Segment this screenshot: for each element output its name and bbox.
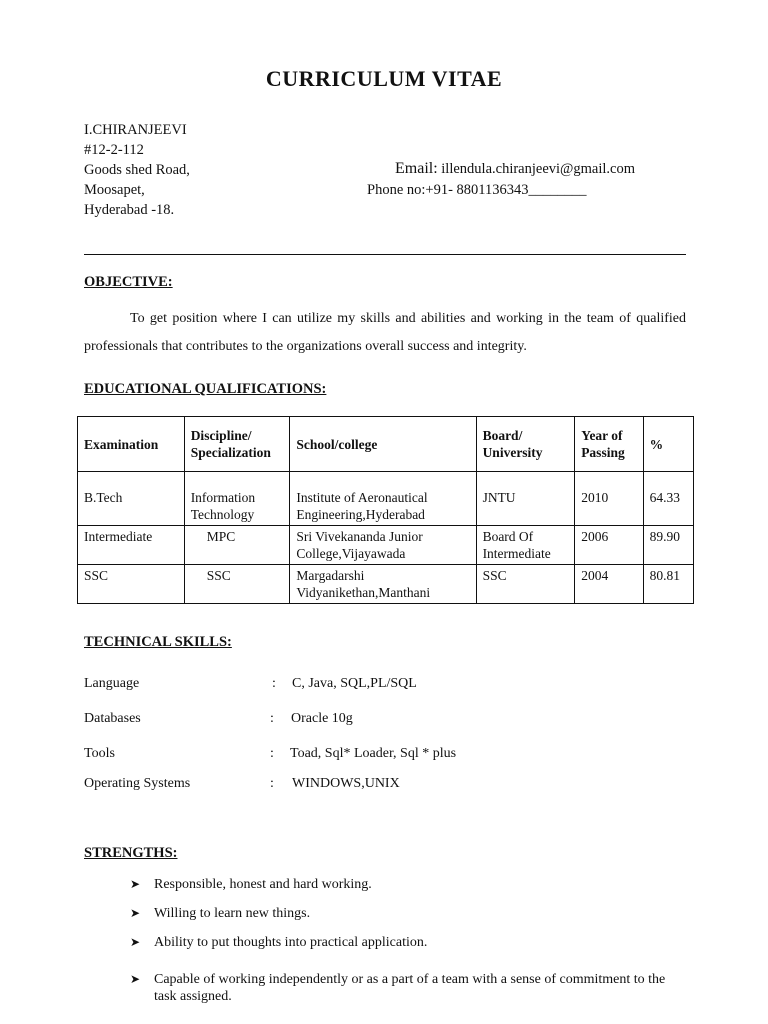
skill-label: Operating Systems [84, 776, 191, 791]
column-header: Board/ University [476, 417, 575, 472]
table-row [78, 526, 694, 565]
education-table [77, 416, 694, 604]
phone-number: Phone no:+91- 8801136343________ [367, 182, 587, 198]
skill-separator: : [270, 746, 274, 761]
table-cell: SSC [184, 565, 290, 604]
address-line-1: #12-2-112 [84, 142, 144, 158]
table-cell: Board Of Intermediate [476, 526, 575, 565]
skill-label: Databases [84, 711, 141, 726]
table-cell: Intermediate [78, 526, 185, 565]
list-item [130, 905, 690, 922]
skill-separator: : [272, 676, 276, 691]
arrow-bullet-icon: ➤ [130, 935, 141, 949]
table-cell: JNTU [476, 472, 575, 526]
table-cell: 2004 [575, 565, 643, 604]
email-value: illendula.chiranjeevi@gmail.com [441, 161, 636, 177]
table-row [78, 472, 694, 526]
skills-heading: TECHNICAL SKILLS: [84, 634, 232, 650]
objective-heading: OBJECTIVE: [84, 274, 173, 290]
table-cell: Sri Vivekananda Junior College,Vijayawada [290, 526, 476, 565]
divider [84, 254, 686, 255]
list-item-text: Ability to put thoughts into practical application. [154, 935, 428, 950]
arrow-bullet-icon: ➤ [130, 972, 141, 986]
table-cell: SSC [78, 565, 185, 604]
table-cell: Institute of Aeronautical Engineering,Hyderabad [290, 472, 476, 526]
skill-value: Toad, Sql* Loader, Sql * plus [290, 746, 457, 761]
table-cell: 64.33 [643, 472, 693, 526]
table-cell: 89.90 [643, 526, 693, 565]
table-cell: Information Technology [184, 472, 290, 526]
skill-label: Language [84, 676, 140, 691]
document-title: CURRICULUM VITAE [265, 66, 503, 91]
skill-value: WINDOWS,UNIX [292, 776, 400, 791]
table-cell: B.Tech [78, 472, 185, 526]
list-item-text: Responsible, honest and hard working. [154, 877, 372, 892]
skill-label: Tools [84, 746, 115, 761]
column-header: Examination [78, 417, 185, 472]
column-header: % [643, 417, 693, 472]
address-line-4: Hyderabad -18. [84, 202, 175, 218]
column-header: Year of Passing [575, 417, 643, 472]
table-header-row [78, 417, 694, 472]
email-label: Email: [395, 160, 438, 177]
contact-name: I.CHIRANJEEVI [84, 122, 187, 138]
skill-separator: : [270, 776, 274, 791]
table-row [78, 565, 694, 604]
list-item-text: Capable of working independently or as a part of a team with a sense of commitment to the task assigned. [154, 972, 666, 1004]
table-cell: 80.81 [643, 565, 693, 604]
skill-value: C, Java, SQL,PL/SQL [292, 676, 417, 691]
table-cell: SSC [476, 565, 575, 604]
list-item-text: Willing to learn new things. [154, 906, 311, 921]
strengths-heading: STRENGTHS: [84, 845, 178, 861]
column-header: Discipline/ Specialization [184, 417, 290, 472]
column-header: School/college [290, 417, 476, 472]
objective-text: To get position where I can utilize my skills and abilities and working in the team of qualified professionals that contributes to the organizations overall success and integrity. [84, 311, 686, 354]
education-heading: EDUCATIONAL QUALIFICATIONS: [84, 381, 327, 397]
skill-separator: : [270, 711, 274, 726]
list-item [130, 934, 690, 951]
skill-value: Oracle 10g [291, 711, 353, 726]
arrow-bullet-icon: ➤ [130, 906, 141, 920]
table-cell: MPC [184, 526, 290, 565]
table-cell: Margadarshi Vidyanikethan,Manthani [290, 565, 476, 604]
address-line-2: Goods shed Road, [84, 162, 190, 178]
list-item [130, 971, 690, 1005]
table-cell: 2006 [575, 526, 643, 565]
list-item [130, 876, 690, 893]
email-row [395, 159, 635, 179]
strengths-list [130, 876, 690, 1005]
table-cell: 2010 [575, 472, 643, 526]
arrow-bullet-icon: ➤ [130, 877, 141, 891]
address-line-3: Moosapet, [84, 182, 145, 198]
